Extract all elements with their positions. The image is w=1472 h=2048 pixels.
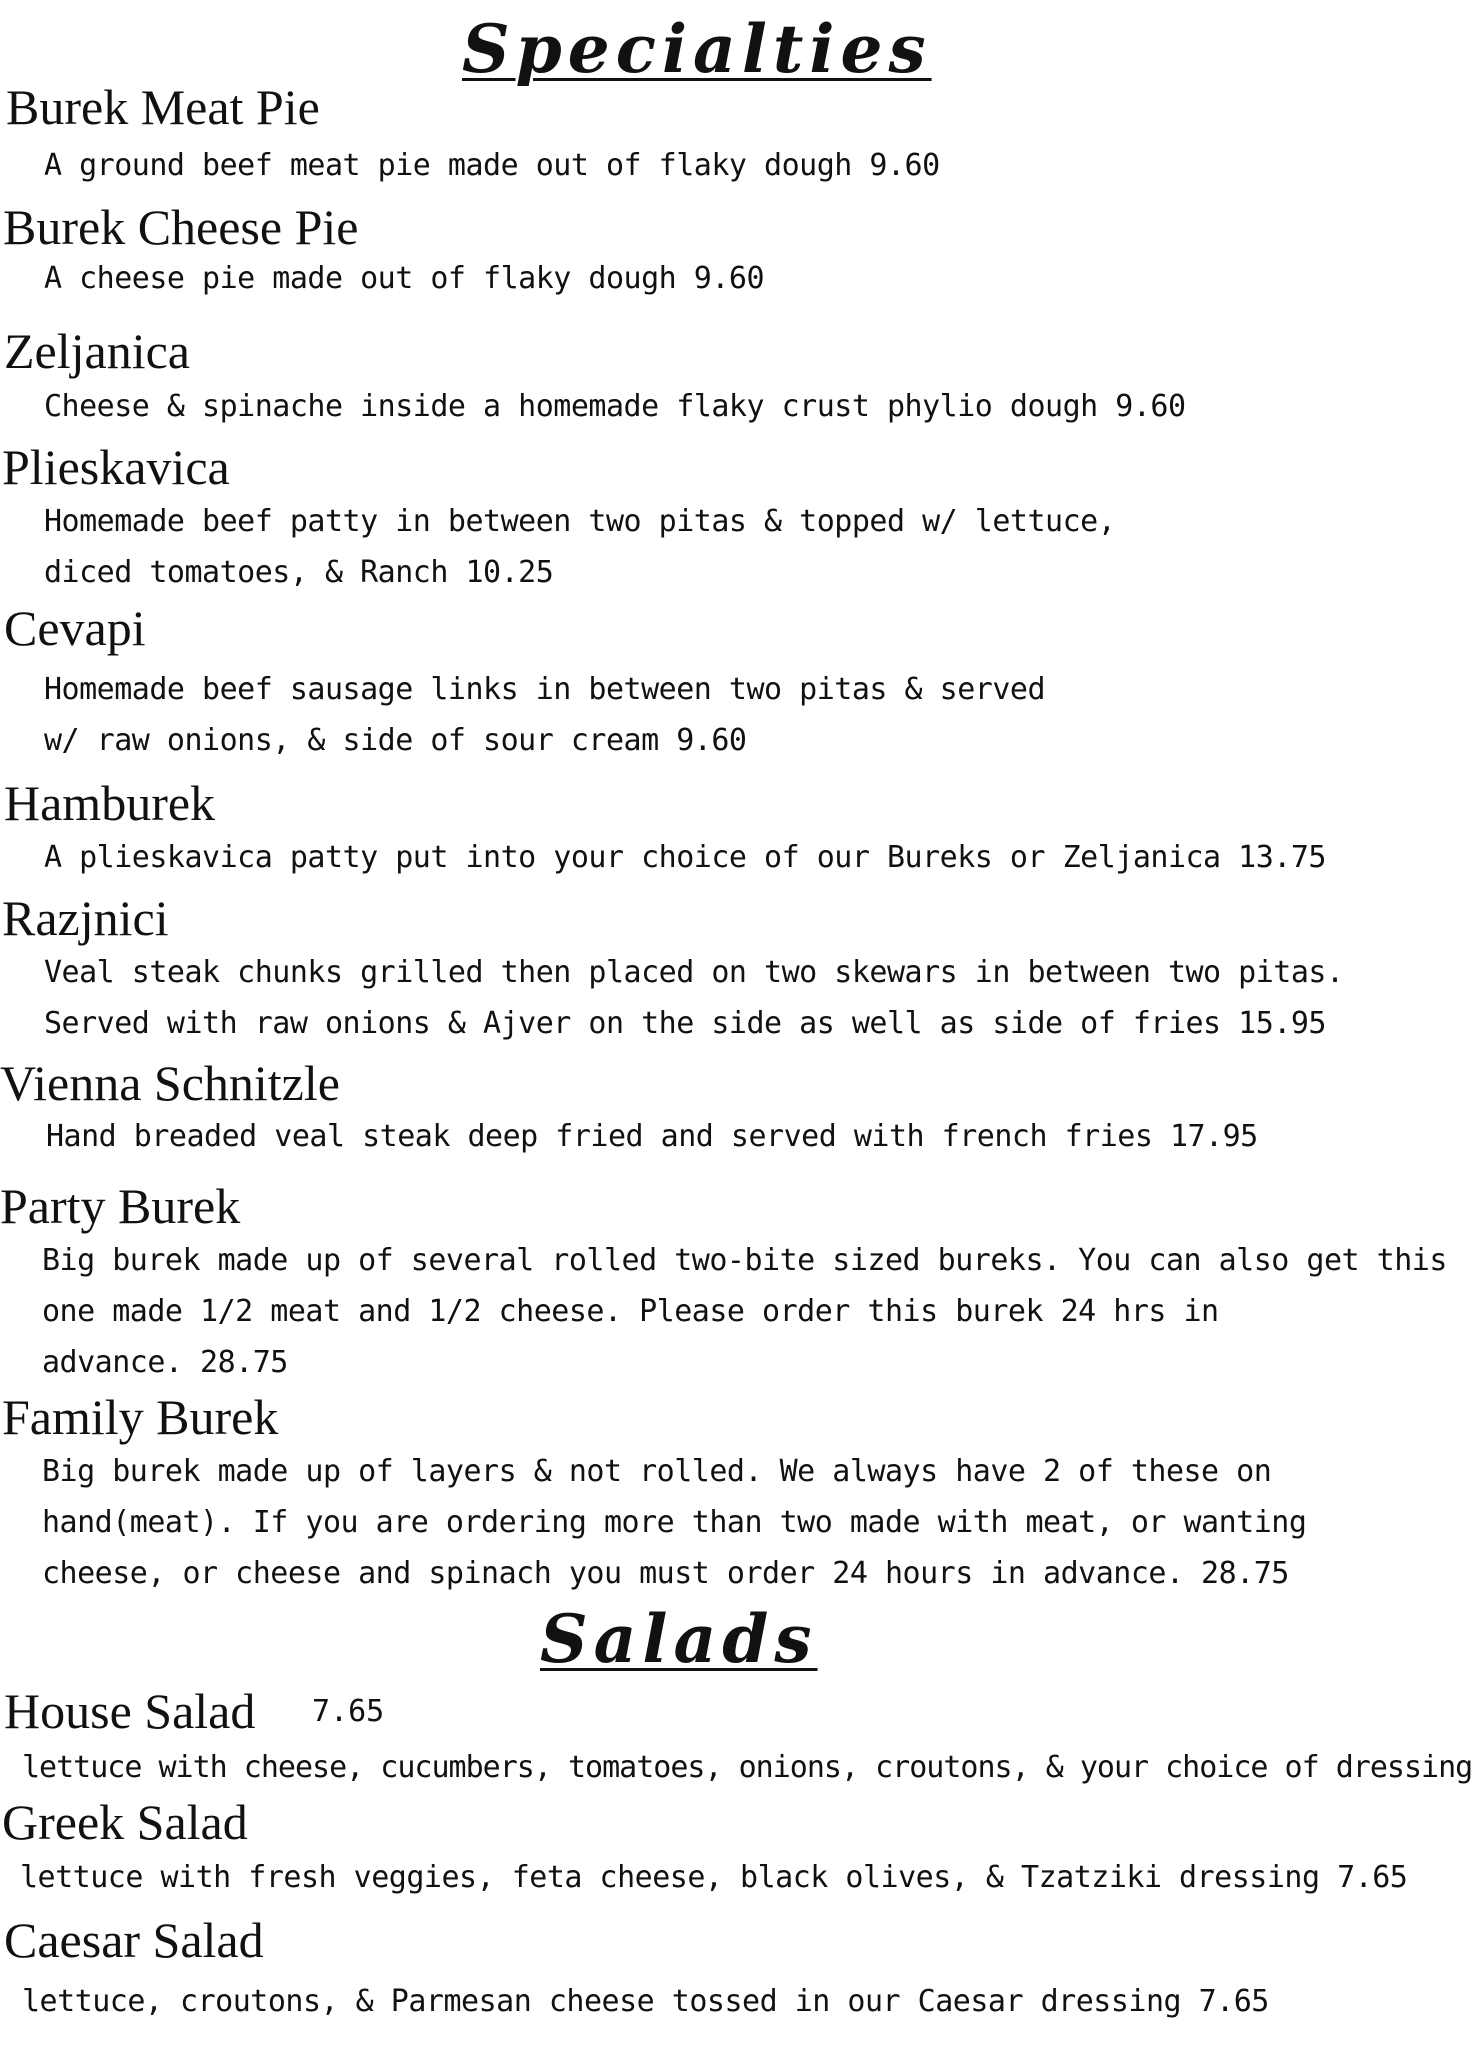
menu-item-name: House Salad (4, 1683, 256, 1739)
menu-item-description (44, 381, 1186, 432)
menu-item-description (44, 253, 764, 304)
description-line: A cheese pie made out of flaky dough 9.60 (44, 261, 765, 296)
description-line: w/ raw onions, & side of sour cream 9.60 (44, 723, 747, 758)
description-line: Hand breaded veal steak deep fried and served with french fries 17.95 (46, 1119, 1258, 1154)
menu-item-name: Cevapi (4, 600, 146, 656)
description-line: A plieskavica patty put into your choice of our Bureks or Zeljanica 13.75 (44, 840, 1326, 875)
menu-item-name: Party Burek (0, 1178, 241, 1234)
menu-item-description (44, 947, 1344, 1049)
description-line: advance. 28.75 (42, 1345, 288, 1380)
menu-item-name: Hamburek (4, 775, 216, 831)
menu-item-name: Zeljanica (4, 323, 190, 379)
description-line: Big burek made up of layers & not rolled. We always have 2 of these on (42, 1454, 1272, 1489)
menu-item-description (22, 1976, 1269, 2027)
salads-heading: Salads (540, 1600, 818, 1678)
menu-item-description (42, 1446, 1306, 1599)
menu-item-name: Razjnici (2, 890, 169, 946)
menu-item-price: 7.65 (312, 1694, 385, 1729)
menu-item-name: Greek Salad (2, 1794, 248, 1850)
menu-item-description (44, 664, 1045, 766)
description-line: Homemade beef sausage links in between two pitas & served (44, 672, 1046, 707)
menu-item-name: Plieskavica (2, 439, 230, 495)
menu-item-description (42, 1235, 1447, 1388)
description-line: Cheese & spinache inside a homemade flaky crust phylio dough 9.60 (44, 389, 1186, 424)
description-line: A ground beef meat pie made out of flaky dough 9.60 (44, 148, 940, 183)
menu-item-description (46, 1111, 1258, 1162)
menu-item-description (44, 140, 940, 191)
menu-item-name: Burek Cheese Pie (3, 199, 359, 255)
menu-item-description (44, 832, 1326, 883)
menu-item-name: Caesar Salad (4, 1912, 264, 1968)
description-line: Served with raw onions & Ajver on the side as well as side of fries 15.95 (44, 1006, 1326, 1041)
description-line: diced tomatoes, & Ranch 10.25 (44, 555, 554, 590)
menu-item-description (22, 1742, 1472, 1793)
menu-item-name: Burek Meat Pie (6, 79, 320, 135)
description-line: lettuce with cheese, cucumbers, tomatoes, onions, croutons, & your choice of dressing (22, 1750, 1472, 1785)
description-line: hand(meat). If you are ordering more than two made with meat, or wanting (42, 1505, 1307, 1540)
menu-item-description (20, 1852, 1407, 1903)
description-line: cheese, or cheese and spinach you must order 24 hours in advance. 28.75 (42, 1556, 1289, 1591)
description-line: lettuce with fresh veggies, feta cheese, black olives, & Tzatziki dressing 7.65 (20, 1860, 1408, 1895)
description-line: Big burek made up of several rolled two-bite sized bureks. You can also get this (42, 1243, 1447, 1278)
specialties-heading: Specialties (462, 10, 932, 88)
menu-item-name: Vienna Schnitzle (0, 1055, 340, 1111)
description-line: Veal steak chunks grilled then placed on two skewars in between two pitas. (44, 955, 1344, 990)
description-line: Homemade beef patty in between two pitas & topped w/ lettuce, (44, 504, 1116, 539)
menu-item-name: Family Burek (2, 1389, 279, 1445)
description-line: lettuce, croutons, & Parmesan cheese tossed in our Caesar dressing 7.65 (22, 1984, 1269, 2019)
menu-item-description (44, 496, 1115, 598)
description-line: one made 1/2 meat and 1/2 cheese. Please order this burek 24 hrs in (42, 1294, 1219, 1329)
